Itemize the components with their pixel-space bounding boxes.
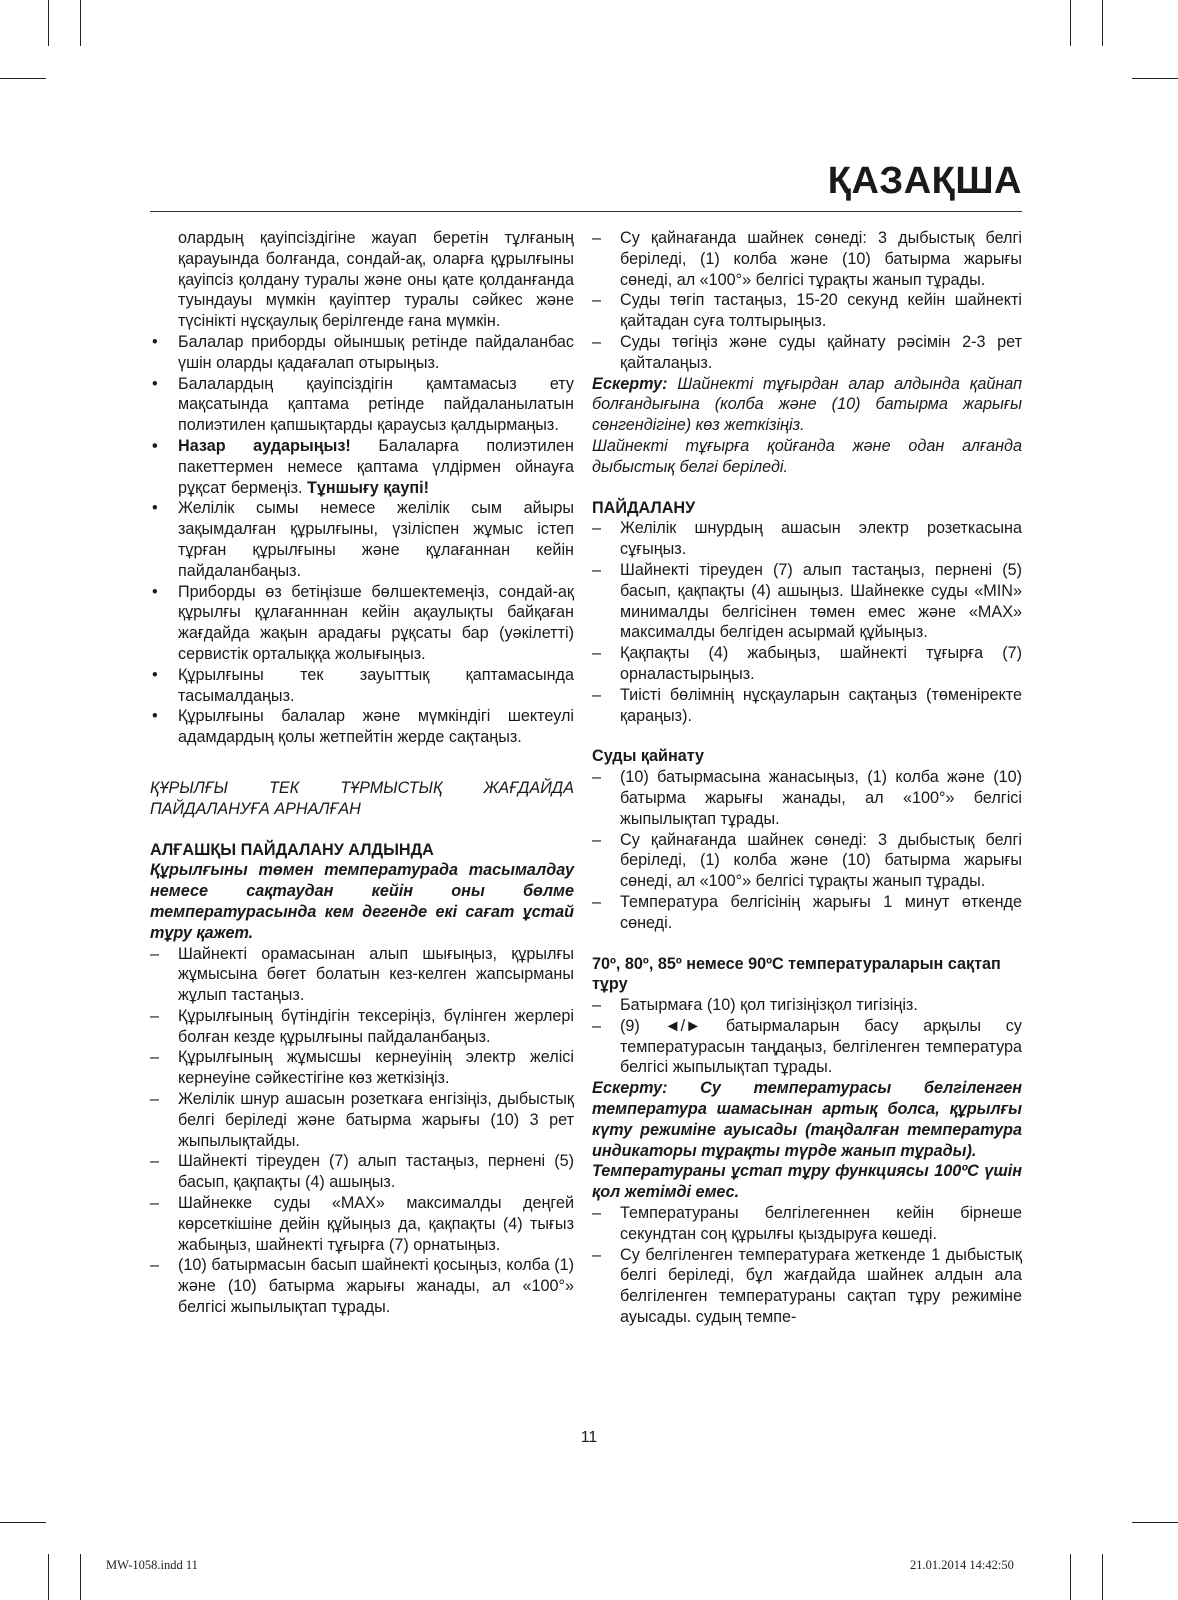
dash-marker: – <box>592 685 602 704</box>
right-column <box>592 228 1022 1328</box>
dash-marker: – <box>592 229 602 247</box>
crop-mark <box>1070 0 1071 46</box>
crop-mark <box>1102 0 1103 46</box>
dash-marker: – <box>150 1256 160 1275</box>
list-item: • Приборды өз бетіңізше бөлшектемеңіз, сондай-ақ құрылғы құлағанннан кейін ақаулықты байқаған жағдайда жақын арадағы рұқсаты бар (уәкілетті) сервистік орталыққа жолығыңыз. <box>152 582 574 663</box>
crop-mark <box>0 1522 46 1523</box>
crop-mark <box>1070 1554 1071 1600</box>
note-text: Температураны ұстап тұру функциясы 100ºC үшін қол жетімді емес. <box>592 1162 1022 1202</box>
dash-marker: – <box>592 644 602 663</box>
dash-marker: – <box>150 1152 160 1171</box>
list-item: – Су қайнағанда шайнек сөнеді: 3 дыбыстық белгі беріледі, (1) колба және (10) батырма жарығы сөнеді, ал «100°» белгісі тұрақты жанып тұрады. <box>592 229 1022 289</box>
dash-marker: – <box>150 1194 160 1213</box>
list-item: – Су белгіленген температураға жеткенде 1 дыбыстық белгі беріледі, бұл жағдайда шайнек алдын ала белгіленген температураны сақтап тұру режиміне ауысады. судың темпе- <box>592 1245 1022 1327</box>
list-item: – Температураны белгілегеннен кейін бірнеше секундтан соң құрылғы қыздыруға көшеді. <box>592 1204 1022 1243</box>
list-item: • Балалардың қауіпсіздігін қамтамасыз ету мақсатында қаптама ретінде пайдаланылатын полиэтилен қапшықтарды қараусыз қалдырмаңыз. <box>152 374 574 435</box>
crop-mark <box>1102 1554 1103 1600</box>
list-item: – Желілік шнурдың ашасын электр розеткасына сұғыңыз. <box>592 519 1022 559</box>
warning-text: Құрылғыны төмен температурада тасымалдау немесе сақтаудан кейін оны бөлме температурасында кем дегенде екі сағат ұстай тұру қажет. <box>150 861 574 942</box>
crop-mark <box>1132 1522 1178 1523</box>
dash-marker: – <box>150 944 160 963</box>
bullet-marker: • <box>152 707 158 726</box>
dash-marker: – <box>592 332 602 351</box>
list-item: – (10) батырмасын басып шайнекті қосыңыз, колба (1) және (10) батырма жарығы жанады, ал «100°» белгісі жыпылықтап тұрады. <box>150 1256 574 1317</box>
dash-marker: – <box>592 1016 602 1035</box>
list-item: • Құрылғыны балалар және мүмкіндігі шектеулі адамдардың қолы жетпейтін жерде сақтаңыз. <box>152 707 574 747</box>
crop-mark <box>1132 78 1178 79</box>
note-text: Ескерту: Шайнекті тұғырдан алар алдында қайнап болғандығына (колба және (10) батырма жарығы сөнгендігіне) көз жеткізіңіз. <box>592 374 1022 435</box>
bullet-marker: • <box>152 665 158 684</box>
list-item: – Желілік шнур ашасын розеткаға енгізіңіз, дыбыстық белгі беріледі және батырма жарығы (10) 3 рет жыпылықтайды. <box>150 1090 574 1150</box>
list-item: – Құрылғының жұмысшы кернеуінің электр желісі кернеуіне сәйкестігіне көз жеткізіңіз. <box>150 1048 574 1088</box>
bullet-marker: • <box>152 582 158 601</box>
list-item: – Шайнекті тіреуден (7) алып тастаңыз, пернені (5) басып, қақпақты (4) ашыңыз. Шайнекке суды «MIN» минималды белгісінен төмен емес және «MAX» максималды белгіден асырмай құйыңыз. <box>592 560 1022 642</box>
dash-marker: – <box>592 830 602 849</box>
crop-mark <box>0 78 46 79</box>
header-rule <box>150 211 1022 212</box>
list-item: – Су қайнағанда шайнек сөнеді: 3 дыбыстық белгі беріледі, (1) колба және (10) батырма жарығы сөнеді, ал «100°» белгісі тұрақты жанып тұрады. <box>592 830 1022 891</box>
footer-timestamp: 21.01.2014 14:42:50 <box>910 1558 1014 1572</box>
household-use-note: ҚҰРЫЛҒЫ ТЕК ТҰРМЫСТЫҚ ЖАҒДАЙДА ПАЙДАЛАНУҒА АРНАЛҒАН <box>150 778 574 818</box>
language-title: ҚАЗАҚША <box>827 160 1022 202</box>
dash-marker: – <box>592 519 602 538</box>
intro-continuation: олардың қауіпсіздігіне жауап беретін тұлғаның қарауында болғанда, сондай-ақ, оларға құрылғыны қауіпсіз қолдану туралы және оны қате қолданғанда туындауы мүмкін қауіптер туралы сәйкес және түсінікті нұсқаулық берілгенде ғана мүмкін. <box>178 229 574 331</box>
list-item: – Температура белгісінің жарығы 1 минут өткенде сөнеді. <box>592 892 1022 932</box>
list-item: – Шайнекті орамасынан алып шығыңыз, құрылғы жұмысына бөгет болатын кез-келген жапсырманы жұлып тастаңыз. <box>150 944 574 1005</box>
section-heading: 70º, 80º, 85º немесе 90ºC температураларын сақтап тұру <box>592 954 1001 994</box>
dash-marker: – <box>150 1006 160 1025</box>
dash-marker: – <box>150 1048 160 1067</box>
list-item: – (10) батырмасына жанасыңыз, (1) колба және (10) батырма жарығы жанады, ал «100°» белгісі жыпылықтап тұрады. <box>592 768 1022 828</box>
dash-marker: – <box>592 996 602 1015</box>
note-text: Шайнекті тұғырға қойғанда және одан алғанда дыбыстық белгі беріледі. <box>592 436 1022 476</box>
footer-file: MW-1058.indd 11 <box>106 1558 198 1572</box>
list-item: – Шайнекті тіреуден (7) алып тастаңыз, пернені (5) басып, қақпақты (4) ашыңыз. <box>150 1152 574 1192</box>
bullet-marker: • <box>152 332 158 351</box>
list-item: • Балалар приборды ойыншық ретінде пайдаланбас үшін оларды қадағалап отырыңыз. <box>152 332 574 372</box>
section-heading: Суды қайнату <box>592 747 705 766</box>
list-item: – (9) ◄/► батырмаларын басу арқылы су температурасын таңдаңыз, белгіленген температура белгісі жыпылықтап тұрады. <box>592 1016 1022 1077</box>
section-heading: ПАЙДАЛАНУ <box>592 498 696 517</box>
section-heading: АЛҒАШҚЫ ПАЙДАЛАНУ АЛДЫНДА <box>150 840 434 859</box>
dash-marker: – <box>592 892 602 911</box>
crop-mark <box>80 1554 81 1600</box>
list-item: – Тиісті бөлімнің нұсқауларын сақтаңыз (төменіректе қараңыз). <box>592 685 1022 725</box>
dash-marker: – <box>592 560 602 579</box>
page-number: 11 <box>580 1429 598 1446</box>
dash-marker: – <box>592 1245 602 1264</box>
dash-marker: – <box>592 1204 602 1223</box>
crop-mark <box>48 1554 49 1600</box>
list-item: – Батырмаға (10) қол тигізіңізқол тигізіңіз. <box>592 996 918 1015</box>
bullet-marker: • <box>152 499 158 518</box>
list-item: – Суды төгіңіз және суды қайнату рәсімін 2-3 рет қайталаңыз. <box>592 332 1022 372</box>
list-item: • Желілік сымы немесе желілік сым айыры зақымдалған құрылғыны, үзіліспен жұмыс істеп тұрған құрылғыны және құлағаннан кейін пайдаланбаңыз. <box>152 499 574 580</box>
bullet-marker: • <box>152 436 158 455</box>
bullet-marker: • <box>152 374 158 393</box>
dash-marker: – <box>592 768 602 787</box>
list-item: – Шайнекке суды «MAX» максималды деңгей көрсеткішіне дейін құйыңыз да, қақпақты (4) тығыз жабыңыз, шайнекті тұғырға (7) орнатыңыз. <box>150 1194 574 1254</box>
list-item: • Назар аударыңыз! Балаларға полиэтилен пакеттермен немесе қаптама үлдірмен ойнауға рұқсат бермеңіз. Тұншығу қаупі! <box>152 436 575 497</box>
crop-mark <box>48 0 49 46</box>
list-item: – Құрылғының бүтіндігін тексеріңіз, бүлінген жерлері болған кезде құрылғыны пайдаланбаңыз. <box>150 1006 574 1046</box>
note-text: Ескерту: Су температурасы белгіленген температура шамасынан артық болса, құрылғы күту режиміне ауысады (таңдалған температура индикаторы тұрақты түрде жанып тұрады). <box>592 1079 1022 1160</box>
list-item: • Құрылғыны тек зауыттық қаптамасында тасымалдаңыз. <box>152 665 574 705</box>
dash-marker: – <box>150 1090 160 1109</box>
dash-marker: – <box>592 291 602 310</box>
list-item: – Қақпақты (4) жабыңыз, шайнекті тұғырға (7) орналастырыңыз. <box>592 644 1022 683</box>
list-item: – Суды төгіп тастаңыз, 15-20 секунд кейін шайнекті қайтадан суға толтырыңыз. <box>592 291 1022 331</box>
crop-mark <box>80 0 81 46</box>
left-column <box>150 228 574 1318</box>
